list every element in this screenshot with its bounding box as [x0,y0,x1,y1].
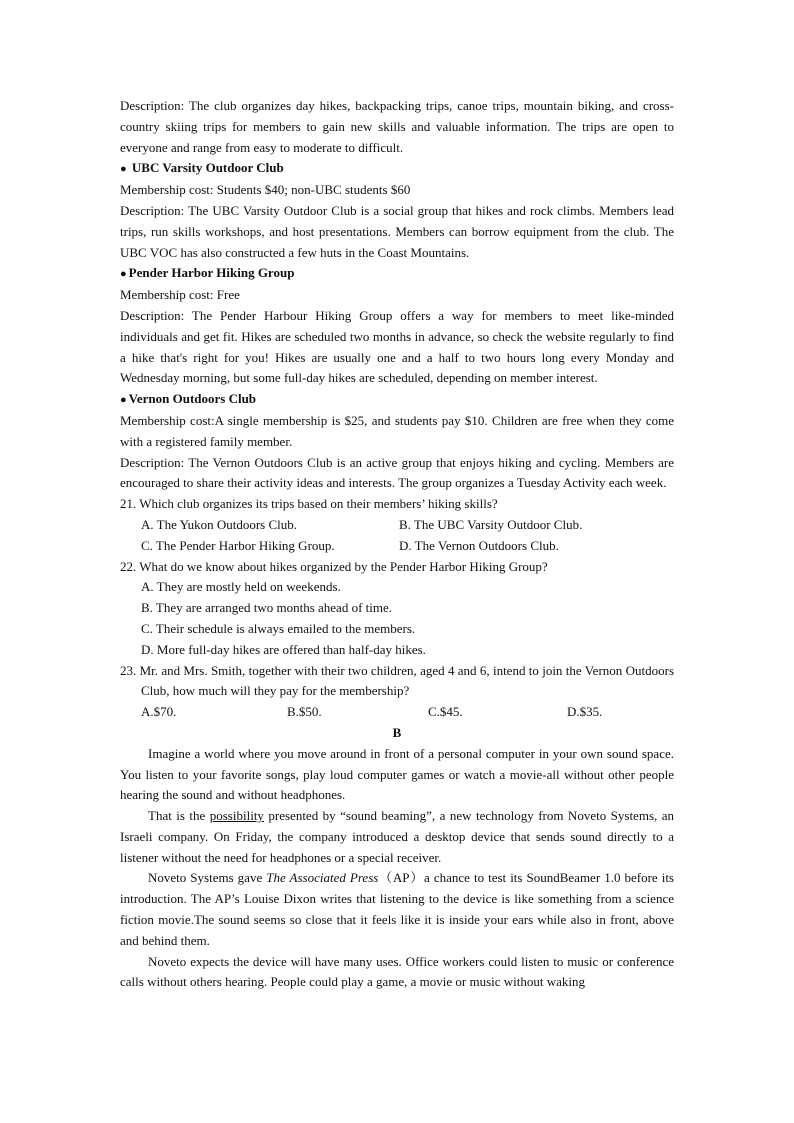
p2-rest: presented by “sound beaming”, a new technology from Noveto Systems, an Israeli company. On Friday, the company introduced a desktop device that sends sound directly to a listener without the need for headphones or a special receiver. [120,808,674,865]
bullet-icon: ● [120,163,127,176]
question-23-text: 23. Mr. and Mrs. Smith, together with their two children, aged 4 and 6, intend to join the Vernon Outdoors Club, how much will they pay for the membership? [120,662,674,699]
p3-start: Noveto Systems gave [148,870,267,886]
q23-option-c: C.$45. [428,704,463,720]
bullet-icon: ● [120,268,127,281]
p2-start: That is the [148,808,210,824]
q22-option-b: B. They are arranged two months ahead of time. [141,600,393,616]
q23-option-a: A.$70. [141,704,177,720]
pender-membership-cost: Membership cost: Free [120,287,240,303]
question-21-options [120,515,674,557]
passage-b-paragraph-2 [120,806,674,868]
q22-option-c: C. Their schedule is always emailed to the members. [141,620,416,636]
question-21: 21. Which club organizes its trips based on their members’ hiking skills? [120,496,498,512]
pender-club-name: Pender Harbor Hiking Group [128,265,295,281]
q21-option-c: C. The Pender Harbor Hiking Group. [141,537,335,553]
q22-option-d: D. More full-day hikes are offered than half-day hikes. [141,641,426,657]
question-23-options [120,702,674,723]
pender-description: Description: The Pender Harbour Hiking Group offers a way for members to meet like-minded individuals and get fit. Hikes are scheduled two months in advance, so check the website regularly to find a hike that's right for you! Hikes are usually one and a half to two hours long every Monday and Wednesday morning, but some full-day hikes are scheduled, depending on member interest. [120,307,674,386]
vernon-club-heading [120,389,674,411]
vernon-club-name: Vernon Outdoors Club [128,391,257,407]
q23-option-d: D.$35. [567,704,603,720]
p3-rest: （AP）a chance to test its SoundBeamer 1.0 before its introduction. The AP’s Louise Dixon writes that listening to the device is like something from a science fiction movie.The sound seems so close that it feels like it is inside your ears while also in front, above and behind them. [120,870,674,948]
q21-option-d: D. The Vernon Outdoors Club. [399,537,559,553]
question-23 [120,661,674,703]
publication-title: The Associated Press [266,870,379,886]
ubc-description: Description: The UBC Varsity Outdoor Club is a social group that hikes and rock climbs. Members lead trips, run skills workshops, and host presentations. Members can borrow equipment from the club. The UBC VOC has also constructed a few huts in the Coast Mountains. [120,202,674,260]
bullet-icon: ● [120,394,127,407]
q22-option-a: A. They are mostly held on weekends. [141,579,341,595]
passage-b-label: B [392,724,402,740]
ubc-club-name: UBC Varsity Outdoor Club [131,160,284,176]
passage-b-paragraph-3 [120,868,674,951]
ubc-membership-cost: Membership cost: Students $40; non-UBC students $60 [120,182,411,198]
vernon-membership-cost: Membership cost:A single membership is $25, and students pay $10. Children are free when they come with a registered family member. [120,412,674,449]
ubc-club-heading [120,158,674,180]
document-page [120,96,674,993]
passage-b-paragraph-1: Imagine a world where you move around in front of a personal computer in your own sound space. You listen to your favorite songs, play loud computer games or watch a movie-all without other people hearing the sound and without headphones. [120,745,674,803]
pender-club-heading [120,263,674,285]
yukon-description: Description: The club organizes day hikes, backpacking trips, canoe trips, mountain biking, and cross-country skiing trips for members to gain new skills and valuable information. The trips are open to everyone and range from easy to moderate to difficult. [120,98,674,155]
question-22: 22. What do we know about hikes organized by the Pender Harbor Hiking Group? [120,558,548,574]
underlined-word-possibility: possibility [209,808,264,824]
q23-option-b: B.$50. [287,704,322,720]
vernon-description: Description: The Vernon Outdoors Club is an active group that enjoys hiking and cycling. Members are encouraged to share their activity ideas and interests. The group organizes a Tuesday Activity each week. [120,454,674,491]
q21-option-a: A. The Yukon Outdoors Club. [141,516,297,532]
q21-option-b: B. The UBC Varsity Outdoor Club. [399,516,583,532]
passage-b-paragraph-4: Noveto expects the device will have many uses. Office workers could listen to music or conference calls without others hearing. People could play a game, a movie or music without waking [120,953,674,990]
